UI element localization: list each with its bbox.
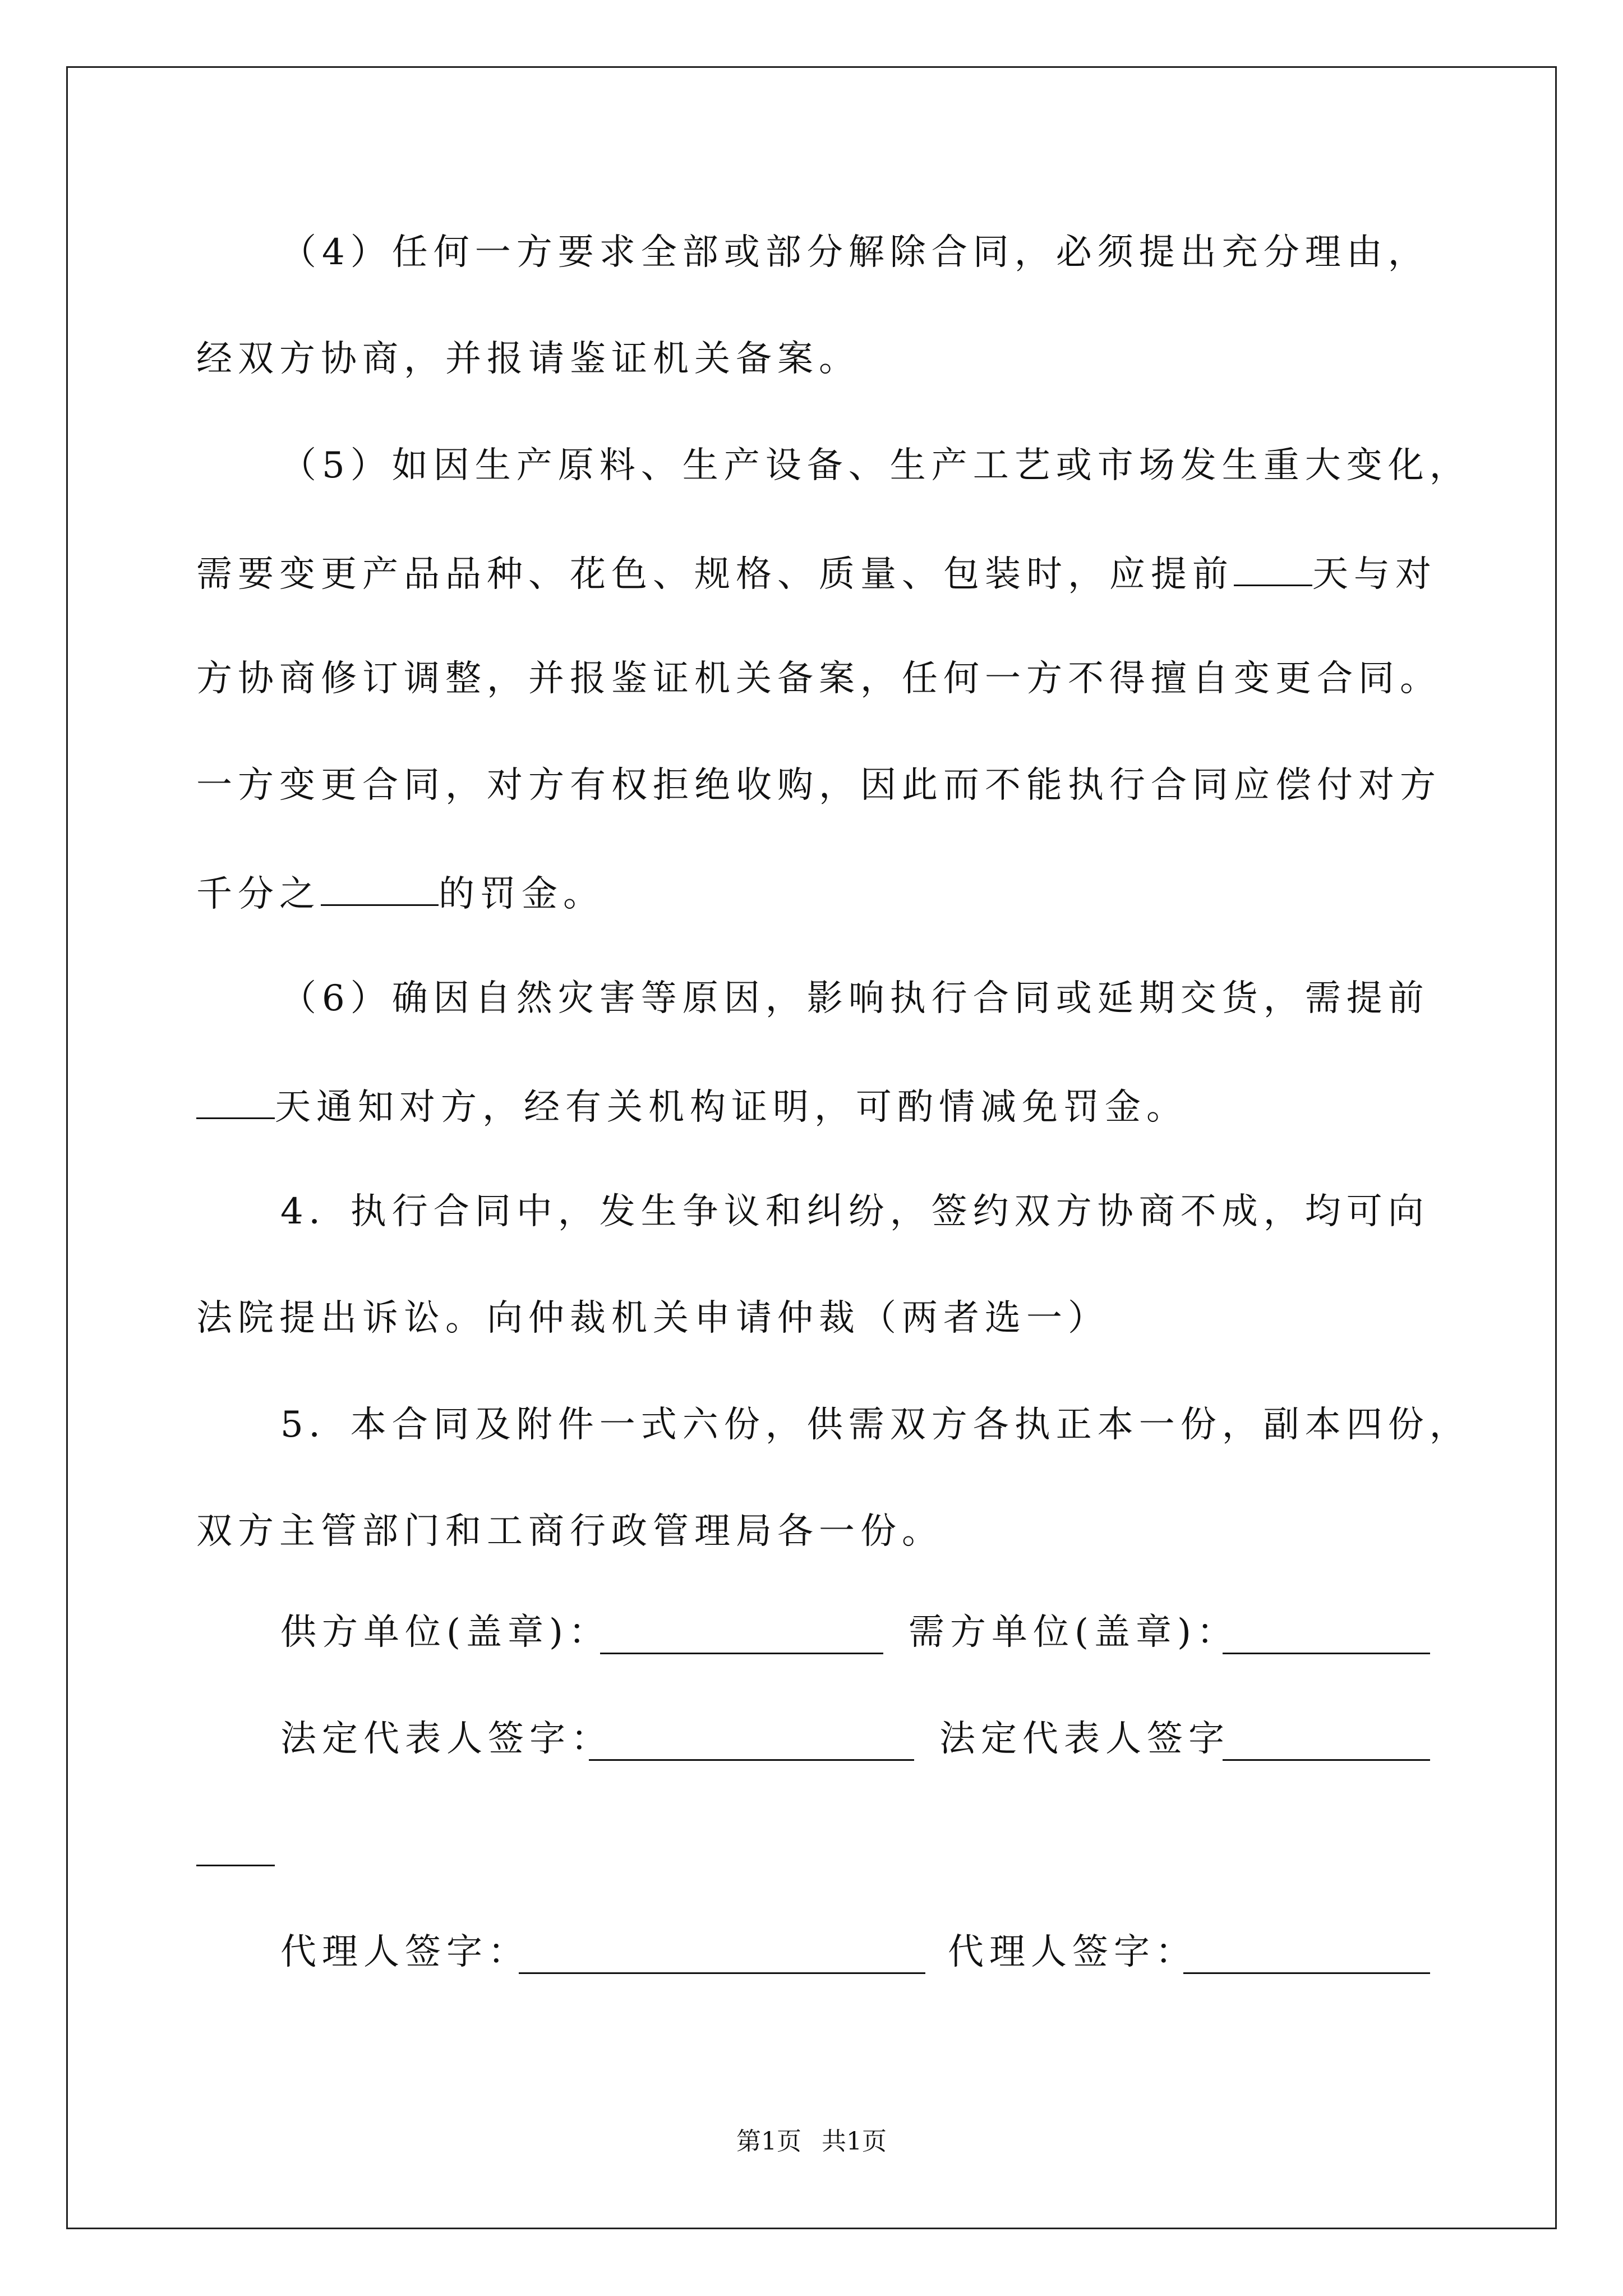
clause-4-line-1: （4）任何一方要求全部或部分解除合同，必须提出充分理由， (280, 232, 1430, 273)
fill-in-blank (1234, 550, 1312, 586)
clause-5-line-4: 一方变更合同，对方有权拒绝收购，因此而不能执行合同应偿付对方 (196, 765, 1441, 806)
clause-5-line-2-text-b: 天与对 (1312, 554, 1437, 595)
page-number: 第1页 (736, 2127, 801, 2156)
page-footer (0, 2126, 1623, 2157)
buyer-unit-label: 需方单位(盖章)： (909, 1612, 1238, 1653)
agent-line-buyer (1183, 1972, 1430, 1974)
clause-5-line-5-text-b: 的罚金。 (439, 873, 605, 915)
clause-5-line-5 (196, 869, 605, 917)
clause-6-line-2 (196, 1083, 1188, 1130)
legal-rep-line-buyer-continued (196, 1865, 275, 1866)
legal-rep-label-supplier: 法定代表人签字： (280, 1718, 612, 1760)
item-4-line-2: 法院提出诉讼。向仲裁机关申请仲裁（两者选一） (196, 1297, 1109, 1339)
fill-in-blank (321, 869, 439, 906)
agent-label-supplier: 代理人签字： (280, 1931, 529, 1973)
clause-5-line-2-text-a: 需要变更产品品种、花色、规格、质量、包装时，应提前 (196, 554, 1234, 595)
clause-6-line-1: （6）确因自然灾害等原因，影响执行合同或延期交货，需提前 (280, 978, 1430, 1019)
item-4-line-1: 4．执行合同中，发生争议和纠纷，签约双方协商不成，均可向 (280, 1191, 1430, 1232)
legal-rep-line-supplier (589, 1759, 914, 1761)
fill-in-blank (196, 1083, 275, 1119)
page-border (66, 66, 1557, 2229)
legal-rep-label-buyer: 法定代表人签字 (939, 1718, 1230, 1760)
item-5-line-2: 双方主管部门和工商行政管理局各一份。 (196, 1511, 943, 1552)
agent-label-buyer: 代理人签字： (948, 1931, 1197, 1973)
clause-5-line-5-text-a: 千分之 (196, 873, 321, 915)
clause-5-line-3: 方协商修订调整，并报鉴证机关备案，任何一方不得擅自变更合同。 (196, 658, 1441, 700)
agent-line-supplier (519, 1972, 925, 1974)
clause-5-line-2 (196, 550, 1437, 597)
buyer-unit-line (1223, 1653, 1430, 1654)
supplier-unit-label: 供方单位(盖章)： (280, 1612, 610, 1653)
clause-6-line-2-text: 天通知对方，经有关机构证明，可酌情减免罚金。 (275, 1087, 1188, 1128)
supplier-unit-line (600, 1653, 883, 1654)
page-total: 共1页 (822, 2127, 887, 2156)
clause-4-line-2: 经双方协商，并报请鉴证机关备案。 (196, 338, 860, 380)
item-5-line-1: 5．本合同及附件一式六份，供需双方各执正本一份，副本四份， (280, 1404, 1471, 1446)
legal-rep-line-buyer (1223, 1759, 1430, 1761)
clause-5-line-1: （5）如因生产原料、生产设备、生产工艺或市场发生重大变化， (280, 445, 1471, 486)
